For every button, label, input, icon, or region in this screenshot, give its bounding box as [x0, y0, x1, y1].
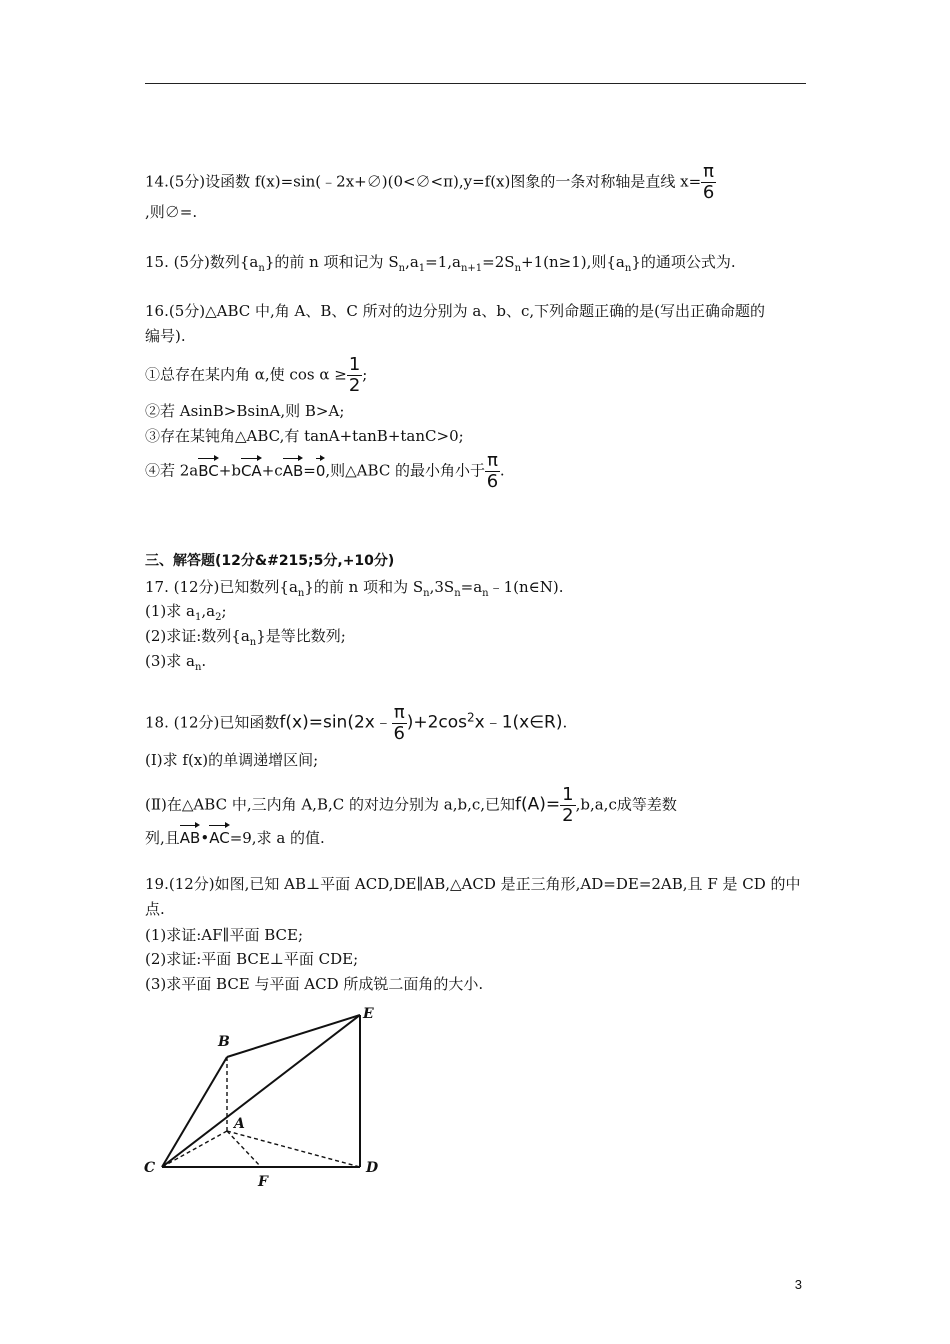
vector-ab: AB: [180, 822, 201, 848]
edge-ce: [162, 1015, 360, 1167]
label-b: B: [218, 1034, 230, 1050]
label-d: D: [366, 1160, 379, 1176]
q18-item1: (Ⅰ)求 f(x)的单调递增区间;: [145, 751, 319, 769]
pi-over-6-fraction: $\frac{\pi}{6}$: [702, 161, 715, 203]
label-e: E: [363, 1006, 374, 1022]
header-rule: [145, 83, 806, 84]
q16-option2: ②若 AsinB>BsinA,则 B>A;: [145, 402, 345, 420]
pi-over-6-fraction: $\frac{\pi}{6}$: [486, 450, 499, 492]
q19-item3: (3)求平面 BCE 与平面 ACD 所成锐二面角的大小.: [145, 975, 484, 993]
q17-item1: (1)求 $a_1,a_2$;: [145, 602, 227, 623]
q19-line2: 点.: [145, 900, 165, 918]
q14-line2: ,则∅=.: [145, 203, 198, 221]
label-a: A: [234, 1116, 245, 1132]
edge-af: [227, 1131, 261, 1167]
label-c: C: [144, 1160, 156, 1176]
q16-option4: ④若 2aBC+bCA+cAB=0,则△ABC 的最小角小于 $\frac{\pi}{6}$ .: [145, 450, 505, 492]
vector-zero: 0: [316, 455, 326, 481]
edge-be: [227, 1015, 360, 1057]
edge-bc: [162, 1057, 227, 1167]
q16-option1: ①总存在某内角 α,使 cos α ≥ $\frac{1}{2}$ ;: [145, 354, 368, 396]
half-fraction: $\frac{1}{2}$: [348, 354, 361, 396]
q18-item2: (Ⅱ)在△ABC 中,三内角 A,B,C 的对边分别为 a,b,c,已知f(A)= $\frac{1}{2}$ ,b,a,c成等差数: [145, 784, 677, 826]
pi-over-6-fraction: $\frac{\pi}{6}$: [393, 702, 405, 744]
geometry-figure: [130, 1000, 400, 1200]
page-number: 3: [794, 1277, 802, 1292]
half-fraction: $\frac{1}{2}$: [562, 784, 574, 826]
q19-item2: (2)求证:平面 BCE⊥平面 CDE;: [145, 950, 359, 968]
q17-item2: (2)求证:数列$\{a_n\}$是等比数列;: [145, 627, 346, 648]
vector-bc: BC: [198, 455, 219, 481]
q17-item3: (3)求 $a_n$.: [145, 652, 207, 673]
vector-ac: AC: [209, 822, 229, 848]
q17-line: 17. (12分)已知数列$\{a_n\}$的前 n 项和为 $S_n,3S_n=a_n﹣1(n\in N)$.: [145, 578, 564, 599]
q14-line1: 14.(5分)设函数 f(x)=sin(﹣2x+∅)(0<∅<π),y=f(x)图象的一条对称轴是直线 x= $\frac{\pi}{6}$: [145, 161, 715, 203]
label-f: F: [258, 1174, 268, 1190]
q15-line: 15. (5分)数列$\{a_n\}$的前 n 项和记为 $S_n,a_1=1,a_{n+1}=2S_n+1(n\ge 1)$,则$\{a_n\}$的通项公式为.: [145, 253, 736, 274]
vector-ab: AB: [283, 455, 304, 481]
edge-ad: [227, 1131, 360, 1167]
q19-item1: (1)求证:AF∥平面 BCE;: [145, 926, 304, 944]
q18-line: 18. (12分)已知函数f(x)=sin(2x﹣ $\frac{\pi}{6}$ )$+2\cos^2x﹣1(x\in R)$.: [145, 702, 568, 744]
q16-line1: 16.(5分)△ABC 中,角 A、B、C 所对的边分别为 a、b、c,下列命题正确的是(写出正确命题的: [145, 302, 765, 320]
q19-line1: 19.(12分)如图,已知 AB⊥平面 ACD,DE∥AB,△ACD 是正三角形,AD=DE=2AB,且 F 是 CD 的中: [145, 875, 801, 893]
section-heading: 三、解答题(12分&#215;5分,+10分): [145, 553, 395, 569]
q18-item3: 列,且AB•AC=9,求 a 的值.: [145, 822, 325, 848]
q16-option3: ③存在某钝角△ABC,有 tanA+tanB+tanC>0;: [145, 427, 464, 445]
q16-line2: 编号).: [145, 327, 186, 345]
vector-ca: CA: [241, 455, 262, 481]
